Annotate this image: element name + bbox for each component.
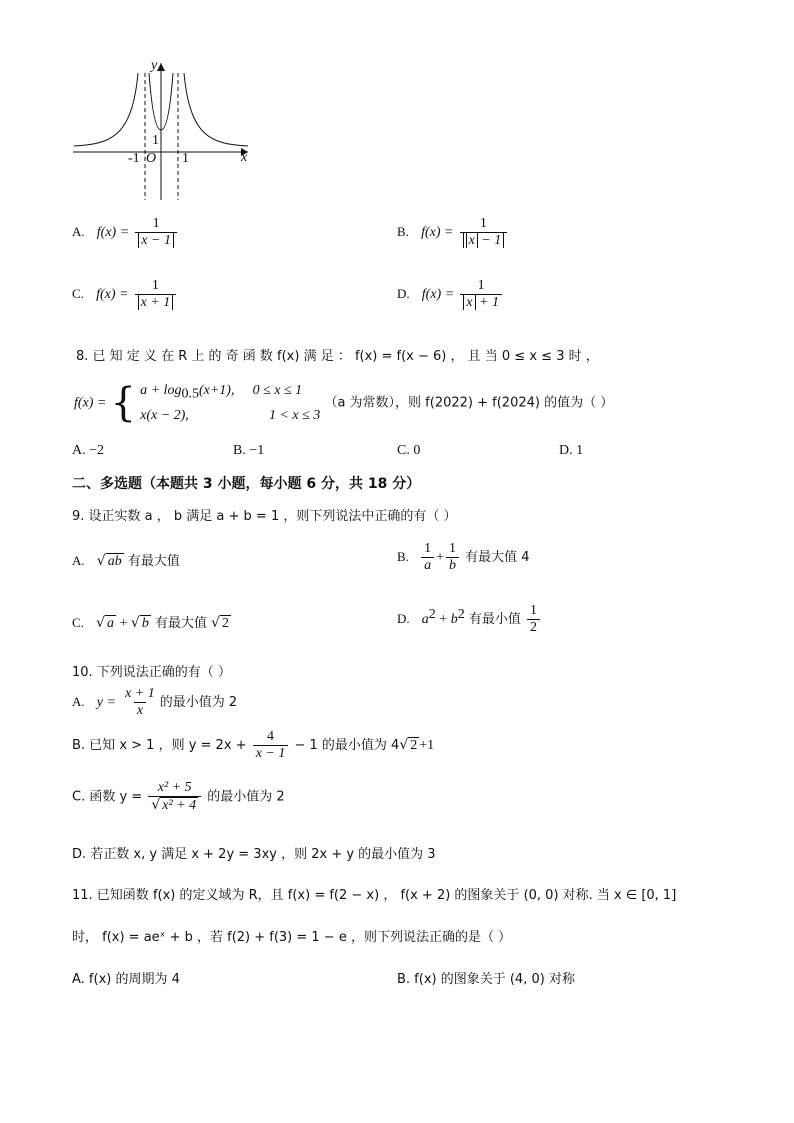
- q8-case1-cond: 0 ≤ x ≤ 1: [252, 383, 303, 398]
- q8-stem-line1: 8. 已 知 定 义 在 R 上 的 奇 函 数 f(x) 满 足 ： f(x) = f(x − 6) ， 且 当 0 ≤ x ≤ 3 时 ，: [76, 349, 599, 364]
- q10-option-b[interactable]: B. 已知 x > 1 ，则 y = 2x + $\frac{4}{x - 1}$ − 1 的最小值为 4√ 2 +1: [72, 729, 435, 762]
- q10-option-a[interactable]: A. y = $\frac{x + 1}{x}$ 的最小值为 2: [72, 686, 238, 719]
- q11-stem-line1: 11. 已知函数 f(x) 的定义域为 R，且 f(x) = f(2 − x) ， f(x + 2) 的图象关于 (0, 0) 对称. 当 x ∈ [0, 1]: [72, 888, 677, 903]
- q9-stem: 9. 设正实数 a ， b 满足 a + b = 1 ，则下列说法中正确的有（ ）: [72, 509, 457, 524]
- section-title-multi-choice: 二、多选题（本题共 3 小题，每小题 6 分，共 18 分）: [72, 476, 421, 492]
- q7-d-lhs: f(x) =: [421, 287, 455, 303]
- q8-tail: （a 为常数），则 f(2022) + f(2024) 的值为（ ）: [324, 395, 614, 411]
- q7-a-fraction: $\frac{1}{x - 1}$: [135, 216, 177, 249]
- q7-b-fraction: $\frac{1}{x - 1}$: [460, 216, 508, 249]
- graph-x-label: x: [241, 150, 248, 165]
- graph-tick-pos1: 1: [182, 151, 189, 166]
- q11-option-a[interactable]: A. f(x) 的周期为 4: [72, 972, 180, 987]
- q7-option-b[interactable]: [397, 216, 509, 249]
- q7-c-letter: C.: [72, 286, 84, 302]
- q8-case2-expr: x(x − 2),: [140, 407, 189, 423]
- q7-b-letter: B.: [397, 224, 409, 240]
- q7-c-lhs: f(x) =: [96, 287, 129, 303]
- q8-case1-expr: a + log: [140, 383, 182, 398]
- q8-option-c[interactable]: C. 0: [397, 443, 421, 458]
- q8-option-b[interactable]: B. −1: [233, 443, 265, 458]
- q9-option-a[interactable]: A. √ ab 有最大值: [72, 553, 180, 569]
- graph-tick-y1: 1: [152, 133, 159, 148]
- q8-option-d[interactable]: D. 1: [559, 443, 584, 458]
- q7-a-letter: A.: [72, 224, 85, 240]
- q9-a-radicand: ab: [107, 554, 122, 569]
- q7-b-lhs: f(x) =: [421, 225, 454, 241]
- q9-option-d[interactable]: D. $a^2 + b^2$ 有最小值 $\frac{1}{2}$: [397, 603, 542, 636]
- q7-a-lhs: f(x) =: [96, 225, 130, 241]
- q11-stem-line2: 时， f(x) = aeˣ + b ，若 f(2) + f(3) = 1 − e ，则下列说法正确的是（ ）: [72, 930, 512, 945]
- q10-stem: 10. 下列说法正确的有（ ）: [72, 665, 231, 680]
- q8-lhs: f(x) =: [74, 395, 107, 411]
- graph-y-label: y: [151, 58, 158, 73]
- q8-case2-cond: 1 < x ≤ 3: [268, 407, 321, 423]
- q7-d-letter: D.: [397, 286, 410, 302]
- q7-option-c[interactable]: [72, 278, 178, 311]
- q7-option-a[interactable]: [72, 216, 179, 249]
- q7-d-fraction: $\frac{1}{x + 1}$: [460, 278, 502, 311]
- q11-option-b[interactable]: B. f(x) 的图象关于 (4, 0) 对称: [397, 972, 575, 987]
- q9-option-c[interactable]: C. √ a + √ b 有最大值 √ 2: [72, 615, 230, 631]
- q8-option-a[interactable]: A. −2: [72, 443, 105, 458]
- q7-option-d[interactable]: [397, 278, 504, 311]
- q7-c-fraction: $\frac{1}{x + 1}$: [135, 278, 177, 311]
- q10-option-c[interactable]: C. 函数 y = $\frac{\text{x² + 5}}{\text{√ x² + 4}}$ 的最小值为 2: [72, 780, 285, 814]
- graph-origin-label: O: [146, 151, 157, 166]
- q8-piecewise: f(x) = { $a + \log_{0.5}(x+1)$, 0 ≤ x ≤ 1 x(x − 2), 1 < x ≤ 3 （a 为常数），则 f(2022) + f(2024) 的值为（ ）: [74, 379, 614, 426]
- q9-option-b[interactable]: B. $\frac{1}{a}$ + $\frac{1}{b}$ 有最大值 4: [397, 541, 530, 574]
- q10-option-d[interactable]: D. 若正数 x, y 满足 x + 2y = 3xy ，则 2x + y 的最小值为 3: [72, 847, 436, 862]
- function-graph: [70, 58, 255, 203]
- graph-tick-neg1: -1: [128, 151, 140, 166]
